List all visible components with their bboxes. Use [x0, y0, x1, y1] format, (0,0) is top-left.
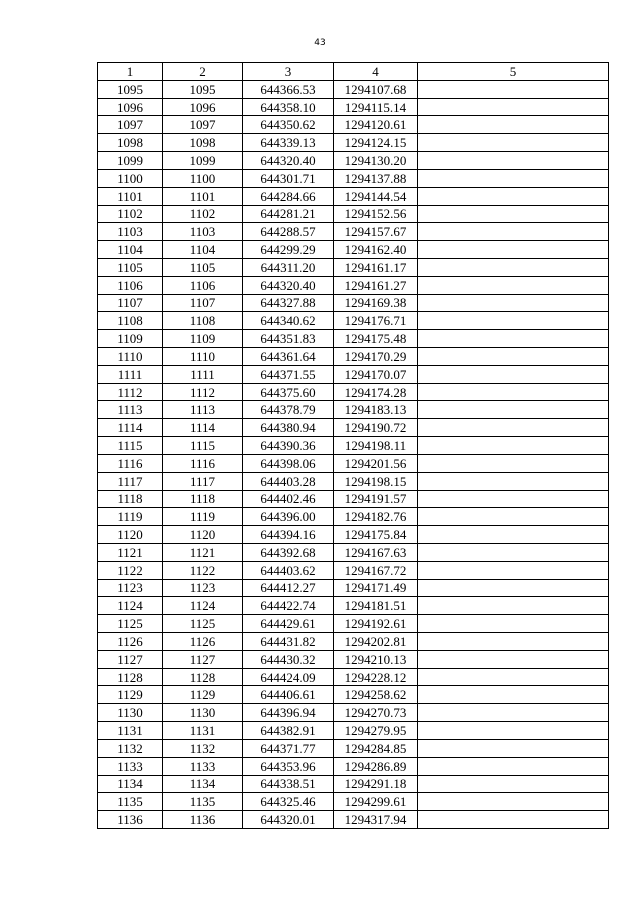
table-cell: 1098: [163, 134, 243, 152]
table-cell: 1120: [163, 526, 243, 544]
table-cell: 1294115.14: [334, 98, 418, 116]
table-cell: 1120: [98, 526, 163, 544]
table-cell: [418, 668, 609, 686]
table-cell: 644402.46: [243, 490, 334, 508]
table-cell: 1126: [98, 633, 163, 651]
table-cell: 644320.01: [243, 811, 334, 829]
table-cell: 644398.06: [243, 454, 334, 472]
table-cell: 1095: [163, 80, 243, 98]
table-row: [98, 258, 609, 276]
table-cell: 1121: [163, 543, 243, 561]
table-cell: 644350.62: [243, 116, 334, 134]
table-row: [98, 330, 609, 348]
table-cell: 644424.09: [243, 668, 334, 686]
table-cell: 644353.96: [243, 757, 334, 775]
table-row: [98, 633, 609, 651]
table-cell: 1100: [163, 169, 243, 187]
table-cell: 1097: [163, 116, 243, 134]
table-cell: 1123: [98, 579, 163, 597]
table-cell: 1116: [98, 454, 163, 472]
table-cell: [418, 579, 609, 597]
table-cell: 1294192.61: [334, 615, 418, 633]
table-cell: 1294210.13: [334, 650, 418, 668]
table-cell: 1119: [98, 508, 163, 526]
table-cell: 1294291.18: [334, 775, 418, 793]
table-row: [98, 579, 609, 597]
table-cell: 1118: [163, 490, 243, 508]
table-cell: 644412.27: [243, 579, 334, 597]
table-cell: 1136: [163, 811, 243, 829]
table-cell: [418, 152, 609, 170]
table-cell: 1294161.17: [334, 258, 418, 276]
table-cell: 1113: [98, 401, 163, 419]
table-cell: 1130: [98, 704, 163, 722]
table-cell: 644403.62: [243, 561, 334, 579]
table-row: [98, 490, 609, 508]
table-cell: 1118: [98, 490, 163, 508]
table-cell: 1100: [98, 169, 163, 187]
table-cell: [418, 80, 609, 98]
table-cell: [418, 454, 609, 472]
table-cell: 644422.74: [243, 597, 334, 615]
table-row: [98, 241, 609, 259]
table-cell: 1294182.76: [334, 508, 418, 526]
table-cell: 1294169.38: [334, 294, 418, 312]
table-row: [98, 169, 609, 187]
table-cell: 644394.16: [243, 526, 334, 544]
table-cell: 1294130.20: [334, 152, 418, 170]
table-row: [98, 739, 609, 757]
table-cell: 1294120.61: [334, 116, 418, 134]
table-cell: [418, 98, 609, 116]
table-cell: 1130: [163, 704, 243, 722]
table-cell: [418, 543, 609, 561]
table-cell: 1294167.63: [334, 543, 418, 561]
table-cell: [418, 561, 609, 579]
table-cell: [418, 258, 609, 276]
table-cell: 1111: [163, 365, 243, 383]
table-cell: 1294171.49: [334, 579, 418, 597]
table-cell: [418, 116, 609, 134]
table-cell: [418, 597, 609, 615]
table-row: [98, 187, 609, 205]
table-cell: [418, 775, 609, 793]
table-cell: 1294198.11: [334, 437, 418, 455]
table-cell: 644311.20: [243, 258, 334, 276]
table-cell: 644371.55: [243, 365, 334, 383]
table-cell: 1104: [98, 241, 163, 259]
table-cell: [418, 205, 609, 223]
column-header: 3: [243, 63, 334, 81]
table-cell: 1127: [163, 650, 243, 668]
table-cell: 1121: [98, 543, 163, 561]
table-cell: 1101: [163, 187, 243, 205]
table-cell: 644382.91: [243, 722, 334, 740]
table-cell: 1124: [98, 597, 163, 615]
table-cell: [418, 615, 609, 633]
table-cell: 1101: [98, 187, 163, 205]
table-cell: [418, 739, 609, 757]
table-cell: 644288.57: [243, 223, 334, 241]
table-cell: 1294286.89: [334, 757, 418, 775]
table-cell: [418, 757, 609, 775]
table-cell: 1294107.68: [334, 80, 418, 98]
table-row: [98, 811, 609, 829]
table-cell: 1133: [98, 757, 163, 775]
table-cell: 1125: [98, 615, 163, 633]
table-cell: 1117: [163, 472, 243, 490]
table-cell: 644429.61: [243, 615, 334, 633]
table-cell: 644340.62: [243, 312, 334, 330]
table-cell: 1294161.27: [334, 276, 418, 294]
table-cell: 1108: [163, 312, 243, 330]
table-cell: 1103: [163, 223, 243, 241]
table-cell: 1294175.84: [334, 526, 418, 544]
table-cell: 644403.28: [243, 472, 334, 490]
table-cell: 1294201.56: [334, 454, 418, 472]
table-row: [98, 543, 609, 561]
table-cell: 644320.40: [243, 276, 334, 294]
table-row: [98, 650, 609, 668]
table-cell: [418, 508, 609, 526]
table-cell: 1294167.72: [334, 561, 418, 579]
table-cell: 644320.40: [243, 152, 334, 170]
table-cell: [418, 811, 609, 829]
table-cell: 1294144.54: [334, 187, 418, 205]
table-cell: 1114: [163, 419, 243, 437]
table-cell: 1105: [98, 258, 163, 276]
table-cell: 1294174.28: [334, 383, 418, 401]
table-cell: 1294317.94: [334, 811, 418, 829]
table-cell: 1115: [163, 437, 243, 455]
table-cell: [418, 650, 609, 668]
table-cell: 1098: [98, 134, 163, 152]
table-cell: 1117: [98, 472, 163, 490]
table-cell: 1133: [163, 757, 243, 775]
table-cell: [418, 134, 609, 152]
table-body: [98, 80, 609, 828]
table-cell: 1294198.15: [334, 472, 418, 490]
table-cell: 1122: [98, 561, 163, 579]
table-cell: 1112: [98, 383, 163, 401]
table-cell: 1294175.48: [334, 330, 418, 348]
table-cell: 644281.21: [243, 205, 334, 223]
table-row: [98, 704, 609, 722]
table-row: [98, 686, 609, 704]
table-cell: 1132: [163, 739, 243, 757]
column-header: 2: [163, 63, 243, 81]
table-cell: [418, 276, 609, 294]
table-row: [98, 152, 609, 170]
table-cell: 1294170.29: [334, 348, 418, 366]
table-row: [98, 365, 609, 383]
table-cell: 1294284.85: [334, 739, 418, 757]
table-row: [98, 615, 609, 633]
table-cell: 1106: [98, 276, 163, 294]
table-cell: 1294137.88: [334, 169, 418, 187]
table-cell: 1128: [163, 668, 243, 686]
table-cell: 1105: [163, 258, 243, 276]
table-row: [98, 98, 609, 116]
table-cell: 1110: [163, 348, 243, 366]
table-cell: 1104: [163, 241, 243, 259]
table-cell: [418, 330, 609, 348]
table-cell: 1096: [163, 98, 243, 116]
table-cell: [418, 419, 609, 437]
table-cell: 1136: [98, 811, 163, 829]
table-cell: 1294270.73: [334, 704, 418, 722]
table-cell: 1129: [98, 686, 163, 704]
table-cell: 1124: [163, 597, 243, 615]
coordinates-table: [97, 62, 609, 829]
table-cell: 1294181.51: [334, 597, 418, 615]
table-cell: [418, 437, 609, 455]
table-row: [98, 757, 609, 775]
table-cell: 1134: [163, 775, 243, 793]
table-cell: 1131: [163, 722, 243, 740]
table-cell: 644406.61: [243, 686, 334, 704]
table-cell: 1113: [163, 401, 243, 419]
table-row: [98, 419, 609, 437]
table-cell: 1127: [98, 650, 163, 668]
table-cell: 644338.51: [243, 775, 334, 793]
table-row: [98, 722, 609, 740]
table-cell: 1111: [98, 365, 163, 383]
table-cell: 1102: [98, 205, 163, 223]
table-cell: 644378.79: [243, 401, 334, 419]
table-cell: [418, 490, 609, 508]
table-row: [98, 205, 609, 223]
table-cell: 644325.46: [243, 793, 334, 811]
table-row: [98, 508, 609, 526]
table-cell: 644284.66: [243, 187, 334, 205]
table-cell: 1294279.95: [334, 722, 418, 740]
table-cell: 1099: [98, 152, 163, 170]
table-cell: 1122: [163, 561, 243, 579]
table-cell: 1112: [163, 383, 243, 401]
table-cell: 1131: [98, 722, 163, 740]
table-cell: [418, 241, 609, 259]
table-cell: 1294190.72: [334, 419, 418, 437]
table-cell: 1109: [98, 330, 163, 348]
table-row: [98, 401, 609, 419]
table-row: [98, 383, 609, 401]
table-cell: [418, 365, 609, 383]
table-row: [98, 668, 609, 686]
table-cell: 644392.68: [243, 543, 334, 561]
table-cell: 1123: [163, 579, 243, 597]
table-cell: 1095: [98, 80, 163, 98]
column-header: 5: [418, 63, 609, 81]
page-number: 43: [314, 38, 326, 48]
table-cell: 1134: [98, 775, 163, 793]
table-cell: 1109: [163, 330, 243, 348]
table-cell: [418, 312, 609, 330]
table-cell: 644366.53: [243, 80, 334, 98]
table-cell: 1294258.62: [334, 686, 418, 704]
table-cell: 644396.00: [243, 508, 334, 526]
table-cell: [418, 793, 609, 811]
table-cell: 1119: [163, 508, 243, 526]
table-cell: 1128: [98, 668, 163, 686]
table-row: [98, 134, 609, 152]
table-cell: 644430.32: [243, 650, 334, 668]
table-cell: 1116: [163, 454, 243, 472]
table-cell: 1102: [163, 205, 243, 223]
table-row: [98, 454, 609, 472]
table-cell: 644371.77: [243, 739, 334, 757]
table-cell: 644375.60: [243, 383, 334, 401]
table-cell: 1114: [98, 419, 163, 437]
table-cell: [418, 383, 609, 401]
table-row: [98, 561, 609, 579]
table-cell: 644351.83: [243, 330, 334, 348]
table-cell: 644390.36: [243, 437, 334, 455]
table-row: [98, 472, 609, 490]
table-cell: 644339.13: [243, 134, 334, 152]
table-row: [98, 294, 609, 312]
table-cell: 1135: [163, 793, 243, 811]
table-cell: [418, 348, 609, 366]
table-cell: [418, 722, 609, 740]
table-cell: [418, 401, 609, 419]
table-header-row: [98, 63, 609, 81]
table-cell: 1125: [163, 615, 243, 633]
table-cell: 644299.29: [243, 241, 334, 259]
table-cell: 1107: [163, 294, 243, 312]
table-cell: 1294202.81: [334, 633, 418, 651]
table-cell: 1103: [98, 223, 163, 241]
table-row: [98, 312, 609, 330]
table-cell: 1294157.67: [334, 223, 418, 241]
table-cell: 1294183.13: [334, 401, 418, 419]
table-row: [98, 80, 609, 98]
table-cell: 644327.88: [243, 294, 334, 312]
table-cell: 1294170.07: [334, 365, 418, 383]
table-row: [98, 775, 609, 793]
table-cell: 1294152.56: [334, 205, 418, 223]
table-row: [98, 348, 609, 366]
table-cell: 1129: [163, 686, 243, 704]
table-cell: 1135: [98, 793, 163, 811]
table-cell: 1294228.12: [334, 668, 418, 686]
table-cell: 1097: [98, 116, 163, 134]
table-cell: 644396.94: [243, 704, 334, 722]
table-row: [98, 116, 609, 134]
table-cell: [418, 294, 609, 312]
table-cell: 644358.10: [243, 98, 334, 116]
table-cell: 1096: [98, 98, 163, 116]
table-cell: 644361.64: [243, 348, 334, 366]
table-cell: [418, 169, 609, 187]
column-header: 1: [98, 63, 163, 81]
table-cell: 1294162.40: [334, 241, 418, 259]
table-cell: [418, 187, 609, 205]
table-cell: 644380.94: [243, 419, 334, 437]
table-cell: 1294299.61: [334, 793, 418, 811]
table-cell: [418, 526, 609, 544]
table-cell: [418, 633, 609, 651]
table-cell: [418, 223, 609, 241]
table-cell: [418, 472, 609, 490]
table-row: [98, 526, 609, 544]
table-row: [98, 276, 609, 294]
table-cell: 1294176.71: [334, 312, 418, 330]
table-cell: 1294124.15: [334, 134, 418, 152]
table-row: [98, 597, 609, 615]
column-header: 4: [334, 63, 418, 81]
table-cell: 1132: [98, 739, 163, 757]
table-cell: 1108: [98, 312, 163, 330]
table-cell: 1126: [163, 633, 243, 651]
table-cell: 644301.71: [243, 169, 334, 187]
table-row: [98, 223, 609, 241]
table-cell: [418, 686, 609, 704]
table-cell: 1294191.57: [334, 490, 418, 508]
table-cell: 644431.82: [243, 633, 334, 651]
table-cell: 1107: [98, 294, 163, 312]
table-cell: 1099: [163, 152, 243, 170]
table-cell: 1115: [98, 437, 163, 455]
table-cell: 1106: [163, 276, 243, 294]
table-cell: 1110: [98, 348, 163, 366]
table-cell: [418, 704, 609, 722]
table-row: [98, 793, 609, 811]
table-row: [98, 437, 609, 455]
